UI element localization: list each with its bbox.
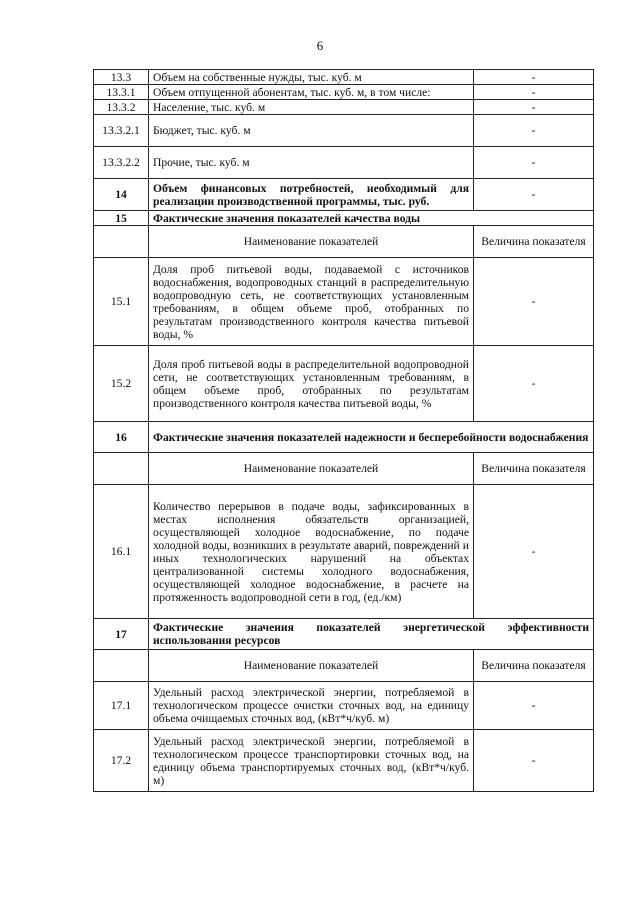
row-number: 17.1 — [94, 682, 149, 730]
header-blank — [94, 650, 149, 682]
section-row — [94, 422, 594, 453]
row-text: Удельный расход электрической энергии, потребляемой в технологическом процессе транспортировки сточных вод, на единицу объема транспортируемых сточных вод, (кВт*ч/куб. м) — [149, 730, 474, 792]
row-value: - — [474, 179, 594, 211]
table-row — [94, 346, 594, 422]
row-number: 13.3.2.2 — [94, 147, 149, 179]
indicators-table — [93, 69, 594, 792]
row-value: - — [474, 147, 594, 179]
table-row — [94, 115, 594, 147]
row-number: 13.3.2 — [94, 100, 149, 115]
row-value: - — [474, 682, 594, 730]
table-row — [94, 85, 594, 100]
row-value: - — [474, 258, 594, 346]
row-text: Прочие, тыс. куб. м — [149, 147, 474, 179]
section-row — [94, 619, 594, 650]
row-value: - — [474, 346, 594, 422]
header-name: Наименование показателей — [149, 650, 474, 682]
header-row — [94, 226, 594, 258]
header-name: Наименование показателей — [149, 226, 474, 258]
row-text: Доля проб питьевой воды в распределительной водопроводной сети, не соответствующих установленным требованиям, в общем объеме проб, отобранных по результатам производственного контроля качества питьевой воды, % — [149, 346, 474, 422]
section-row — [94, 211, 594, 226]
row-number: 15.2 — [94, 346, 149, 422]
row-text: Объем отпущенной абонентам, тыс. куб. м, в том числе: — [149, 85, 474, 100]
table-row — [94, 70, 594, 85]
row-number: 17.2 — [94, 730, 149, 792]
header-row — [94, 453, 594, 485]
row-text: Население, тыс. куб. м — [149, 100, 474, 115]
section-number: 16 — [94, 422, 149, 453]
header-name: Наименование показателей — [149, 453, 474, 485]
header-value: Величина показателя — [474, 650, 594, 682]
row-number: 13.3.2.1 — [94, 115, 149, 147]
row-value: - — [474, 85, 594, 100]
table-row — [94, 682, 594, 730]
section-number: 17 — [94, 619, 149, 650]
section-title: Фактические значения показателей качества воды — [149, 211, 594, 226]
row-text: Бюджет, тыс. куб. м — [149, 115, 474, 147]
header-value: Величина показателя — [474, 226, 594, 258]
row-value: - — [474, 70, 594, 85]
row-text: Доля проб питьевой воды, подаваемой с источников водоснабжения, водопроводных станций в распределительную водопроводную сеть, не соответствующих установленным требованиям, в общем объеме проб, отобранных по результатам производственного контроля качества питьевой воды, % — [149, 258, 474, 346]
row-value: - — [474, 485, 594, 619]
row-text: Объем на собственные нужды, тыс. куб. м — [149, 70, 474, 85]
row-number: 14 — [94, 179, 149, 211]
table-row — [94, 179, 594, 211]
row-number: 13.3 — [94, 70, 149, 85]
table-row — [94, 258, 594, 346]
row-number: 13.3.1 — [94, 85, 149, 100]
row-number: 15.1 — [94, 258, 149, 346]
section-title: Фактические значения показателей энергетической эффективности использования ресурсов — [149, 619, 594, 650]
table-row — [94, 100, 594, 115]
page-number: 6 — [316, 38, 324, 53]
table-row — [94, 147, 594, 179]
row-text: Объем финансовых потребностей, необходимый для реализации производственной программы, тыс. руб. — [149, 179, 474, 211]
row-text: Количество перерывов в подаче воды, зафиксированных в местах исполнения обязательств организацией, осуществляющей холодное водоснабжение, по подаче холодной воды, возникших в результате аварий, повреждений и иных технологических нарушений на объектах централизованной системы холодного водоснабжения, осуществляющей холодное водоснабжение, в расчете на протяженность водопроводной сети в год, (ед./км) — [149, 485, 474, 619]
table-row — [94, 730, 594, 792]
row-text: Удельный расход электрической энергии, потребляемой в технологическом процессе очистки сточных вод, на единицу объема очищаемых сточных вод, (кВт*ч/куб. м) — [149, 682, 474, 730]
row-number: 16.1 — [94, 485, 149, 619]
header-blank — [94, 226, 149, 258]
header-value: Величина показателя — [474, 453, 594, 485]
row-value: - — [474, 100, 594, 115]
section-title: Фактические значения показателей надежности и бесперебойности водоснабжения — [149, 422, 594, 453]
header-blank — [94, 453, 149, 485]
row-value: - — [474, 115, 594, 147]
header-row — [94, 650, 594, 682]
table-row — [94, 485, 594, 619]
row-value: - — [474, 730, 594, 792]
section-number: 15 — [94, 211, 149, 226]
